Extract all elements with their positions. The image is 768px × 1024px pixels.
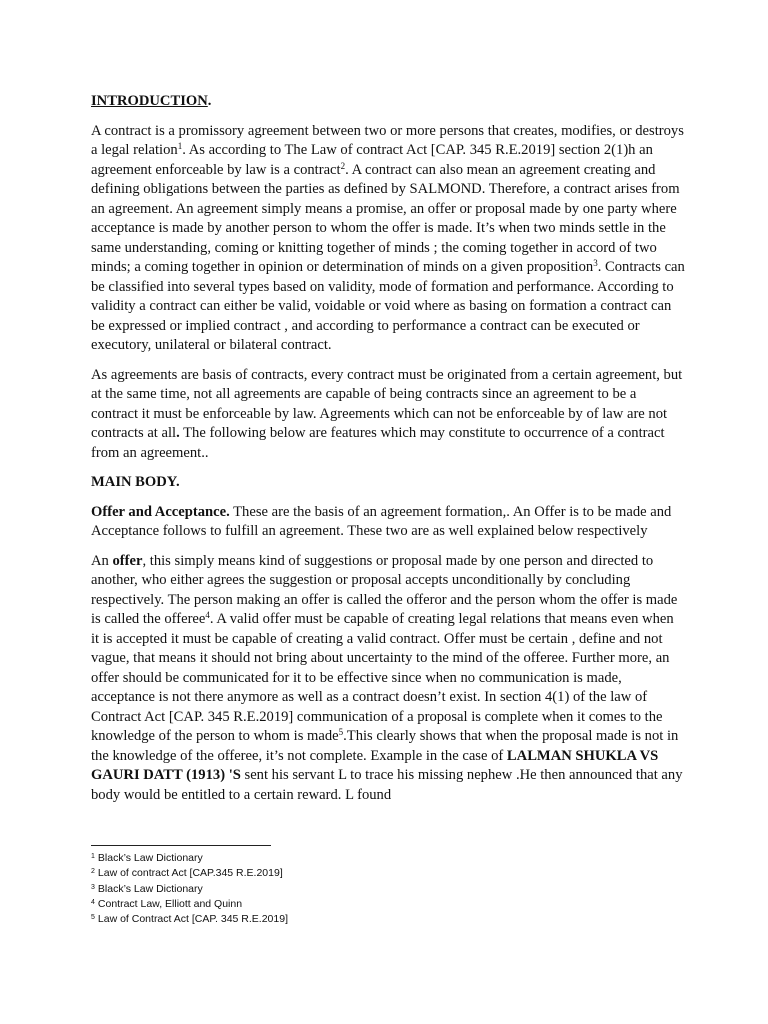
paragraph-text: A contract is a promissory agreement between two or more persons that creates, modifies, or destroys a legal relation [91,122,684,158]
paragraph-offer-acceptance [91,503,685,542]
heading-introduction-text: INTRODUCTION [91,93,208,109]
paragraph-text: These are the basis of an agreement formation,. An Offer is to be made and Acceptance follows to fulfill an agreement. These two are as well explained below respectively [91,503,672,539]
footnote-text: Law of Contract Act [CAP. 345 R.E.2019] [97,913,288,926]
subheading-offer-acceptance: Offer and Acceptance. [91,503,230,520]
footnote-ref-4: 4 [205,610,210,620]
footnote-number: 1 [91,853,95,860]
footnote-ref-5: 5 [338,727,344,737]
footnote-text: Black’s Law Dictionary [97,852,203,864]
paragraph-text: sent his servant L to trace his missing nephew .He then announced that any body would be entitled to a certain reward. L found [91,767,683,803]
footnote-1 [91,851,491,866]
footnote-separator [91,845,271,846]
footnote-text: Contract Law, Elliott and Quinn [97,897,243,910]
footnote-ref-3: 3 [593,258,598,268]
footnote-number: 4 [91,898,95,906]
paragraph-text: . As according to The Law of contract Act [CAP. 345 R.E.2019] section 2(1)h an agreement enforceable by law is a contract [91,142,653,178]
footnote-4 [91,897,491,912]
footnote-5 [91,912,491,927]
footnote-ref-2: 2 [340,160,346,171]
paragraph-text: . Contracts can be classified into several types based on validity, mode of formation and performance. According to validity a contract can either be valid, voidable or void where as basing on formation a contract can be expressed or implied contract , and according to performance a contract can be executed or executory, unilateral or bilateral contract. [91,259,685,353]
heading-introduction [91,92,685,112]
paragraph-agreements [91,366,685,464]
footnote-number: 3 [91,883,95,891]
footnote-3 [91,882,491,897]
footnotes [91,851,491,927]
paragraph-offer [91,552,685,806]
paragraph-text: An [91,552,113,569]
paragraph-text: The following below are features which may constitute to occurrence of a contract from an agreement.. [91,425,665,461]
paragraph-text: .This clearly shows that when the proposal made is not in the knowledge of the offeree, it’s not complete. Example in the case of [91,728,679,764]
heading-main-body: MAIN BODY. [91,474,180,490]
document-body [91,92,685,815]
paragraph-text: , this simply means kind of suggestions or proposal made by one person and directed to another, who either agrees the suggestion or proposal accepts unconditionally by concluding respectively. The person making an offer is called the offeror and the person whom the offer is made is called the offeree [91,552,678,627]
paragraph-text: . A valid offer must be capable of creating legal relations that means even when it is accepted it must be capable of creating a valid contract. Offer must be certain , define and not vague, that means it should not bring about uncertainty to the mind of the offeree. Further more, an offer should be communicated for it to be effective since when no communication is made, acceptance is not there anymore as well as a contract doesn’t exist. In section 4(1) of the law of Contract Act [CAP. 345 R.E.2019] communication of a proposal is complete when it comes to the knowledge of the person to whom is made [91,611,674,744]
paragraph-contract-definition [91,122,685,356]
footnote-number: 5 [91,914,95,922]
heading-introduction-period: . [207,93,212,109]
paragraph-text: As agreements are basis of contracts, every contract must be originated from a certain agreement, but at the same time, not all agreements are capable of being contracts since an agreement to be a contract it must be enforceable by law. Agreements which can not be enforceable by of law are not contracts at all [91,366,683,441]
term-offer: offer [112,552,143,569]
bold-period: . [176,425,180,441]
footnote-2 [91,866,491,881]
case-name: LALMAN SHUKLA VS GAURI DATT (1913) 'S [91,747,659,783]
footnote-number: 2 [91,868,95,876]
footnote-text: Law of contract Act [CAP.345 R.E.2019] [97,867,283,880]
paragraph-text: . A contract can also mean an agreement creating and defining obligations between the parties as defined by SALMOND. Therefore, a contract arises from an agreement. An agreement simply means a promise, an offer or proposal made by one party where acceptance is made by another person to whom the offer is made. It’s when two minds settle in the same understanding, coming or knitting together of minds ; the coming together in accord of two minds; a coming together in opinion or determination of minds on a given proposition [91,161,680,275]
footnote-ref-1: 1 [177,141,183,151]
footnote-text: Black’s Law Dictionary [97,882,203,895]
